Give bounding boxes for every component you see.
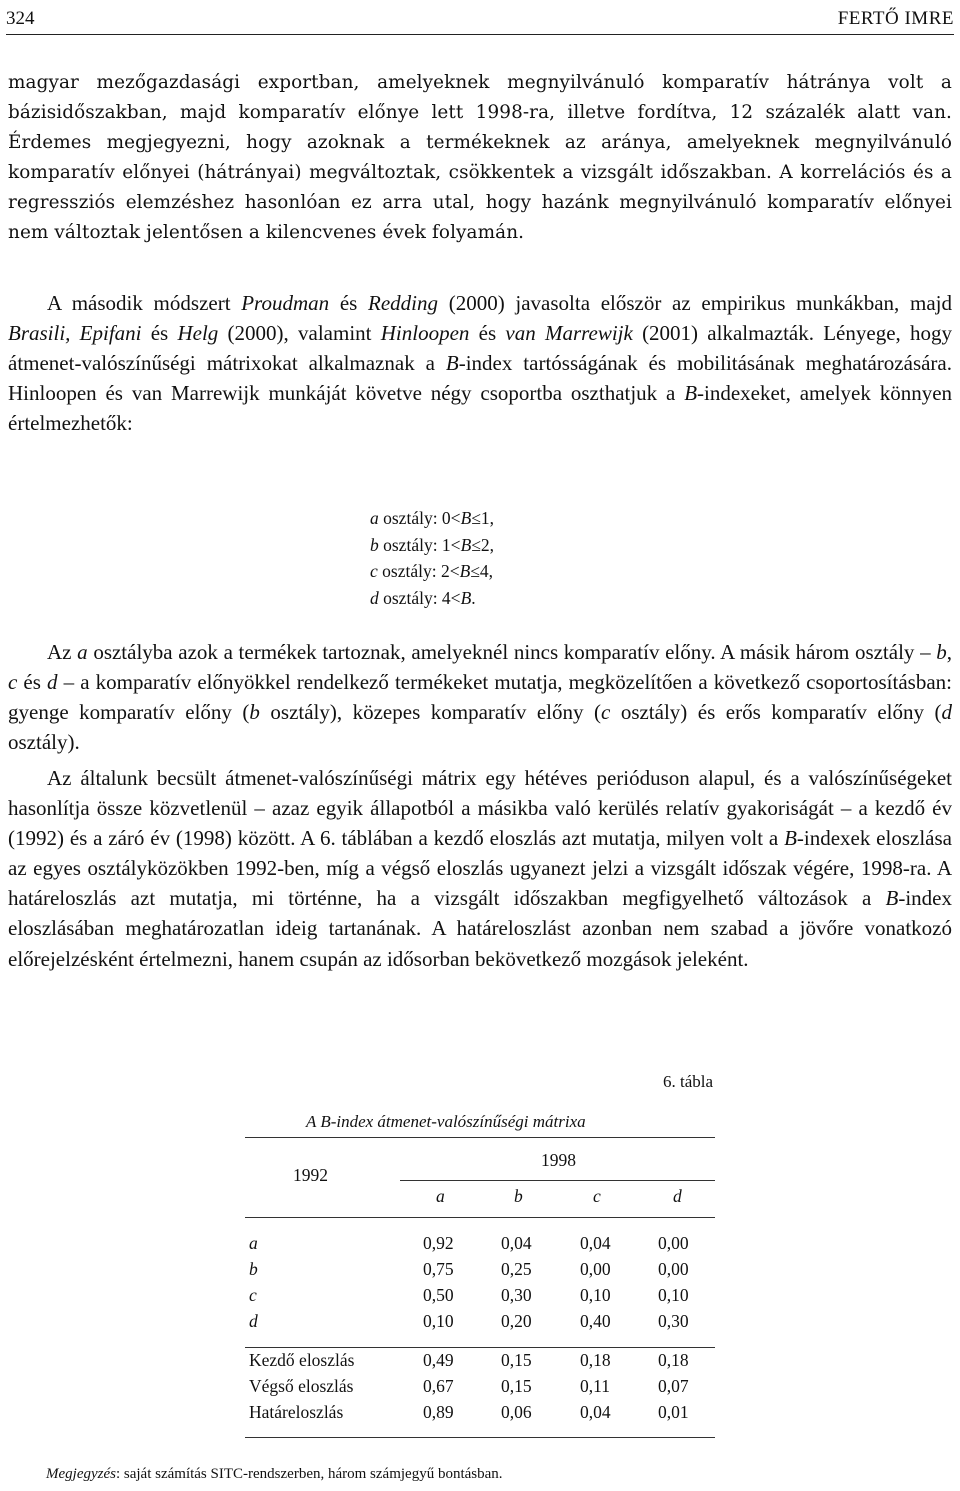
paragraph-1 (8, 68, 952, 249)
table-cell: 0,25 (501, 1259, 532, 1279)
table-cell: 0,89 (423, 1402, 454, 1422)
class-line: a osztály: 0<B≤1, (370, 508, 494, 528)
paragraph-2-text: A második módszert Proudman és Redding (2000) javasolta először az empirikus munkákban, majd Brasili, Epifani és Helg (2000), valamint Hinloopen és van Marrewijk (2001) alkalmazták. Lényege, hogy átmenet-valószínűségi mátrixokat alkalmaznak a B-index tartósságának és mobilitásának meghatározására. Hinloopen és van Marrewijk munkáját követve négy csoportba oszthatjuk a B-indexeket, amelyek könnyen értelmezhetők: (8, 291, 953, 436)
column-header: b (514, 1186, 523, 1206)
row-header-year: 1992 (293, 1165, 328, 1185)
column-header: a (436, 1186, 445, 1206)
note-text: : saját számítás SITC-rendszerben, három számjegyű bontásban. (115, 1466, 503, 1482)
class-line: b osztály: 1<B≤2, (370, 534, 494, 555)
page-number: 324 (6, 8, 35, 29)
table-note (46, 1466, 503, 1483)
table-cell: 0,67 (423, 1376, 454, 1396)
column-group-year: 1998 (541, 1150, 576, 1170)
table-cell: 0,50 (423, 1285, 454, 1305)
table-cell: 0,40 (580, 1311, 611, 1331)
paragraph-2 (8, 288, 952, 438)
row-label: d (249, 1311, 258, 1331)
paragraph-3 (8, 637, 952, 757)
class-line: d osztály: 4<B. (370, 587, 476, 608)
table-cell: 0,30 (501, 1285, 532, 1305)
table-rule-bottom (245, 1437, 715, 1438)
table-cell: 0,00 (580, 1259, 611, 1279)
table-cell: 0,15 (501, 1376, 532, 1396)
table-cell: 0,18 (580, 1350, 611, 1370)
table-cell: 0,75 (423, 1259, 454, 1279)
table-cell: 0,18 (658, 1350, 689, 1370)
table-cell: 0,04 (501, 1233, 532, 1253)
paragraph-4-text: Az általunk becsült átmenet-valószínűségi mátrix egy hétéves perióduson alapul, és a valószínűségeket hasonlítja össze közvetlenül – azaz egyik állapotból a másikba való kerülés relatív gyakoriságát – a kezdő év (1992) és a záró év (1998) között. A 6. táblában a kezdő eloszlás azt mutatja, milyen volt a B-indexek eloszlása az egyes osztályközökben 1992-ben, míg a végső eloszlás ugyanezt jelzi a vizsgált időszak végére, 1998-ra. A határeloszlás azt mutatja, mi történne, ha a vizsgált időszakban megfigyelhető változások a B-index eloszlásában meghatározatlan ideig tartanának. A határeloszlást azonban nem szabad a jövőre vonatkozó előrejelzésként értelmezni, hanem csupán az idősorban bekövetkező mozgások jeleként. (8, 766, 952, 971)
dist-row-label: Kezdő eloszlás (249, 1350, 355, 1370)
table-cell: 0,10 (658, 1285, 689, 1305)
table-cell: 0,20 (501, 1311, 532, 1331)
table-cell: 0,10 (423, 1311, 454, 1331)
page-header (6, 4, 954, 35)
table-cell: 0,11 (580, 1376, 610, 1396)
table-cell: 0,06 (501, 1402, 532, 1422)
table-cell: 0,04 (580, 1402, 611, 1422)
row-label: c (249, 1285, 257, 1305)
table-cell: 0,04 (580, 1233, 611, 1253)
table-cell: 0,92 (423, 1233, 454, 1253)
row-label: b (249, 1259, 258, 1279)
table-rule-top (245, 1137, 715, 1138)
column-header: d (673, 1186, 682, 1206)
table-cell: 0,01 (658, 1402, 689, 1422)
row-label: a (249, 1233, 258, 1253)
table-rule-group (400, 1180, 715, 1181)
table-cell: 0,00 (658, 1259, 689, 1279)
class-definitions (370, 505, 494, 611)
table-cell: 0,07 (658, 1376, 689, 1396)
table-cell: 0,15 (501, 1350, 532, 1370)
paragraph-4 (8, 763, 952, 974)
running-title: FERTŐ IMRE (837, 8, 954, 29)
table-number: 6. tábla (663, 1072, 714, 1091)
table-rule-mid (245, 1347, 715, 1348)
column-header: c (593, 1186, 601, 1206)
dist-row-label: Határeloszlás (249, 1402, 344, 1422)
table-cell: 0,00 (658, 1233, 689, 1253)
dist-row-label: Végső eloszlás (249, 1376, 354, 1396)
table-cell: 0,30 (658, 1311, 689, 1331)
class-line: c osztály: 2<B≤4, (370, 561, 494, 582)
table-cell: 0,49 (423, 1350, 454, 1370)
paragraph-1-text: magyar mezőgazdasági exportban, amelyeknek megnyilvánuló komparatív hátránya volt a bázisidőszakban, majd komparatív előnye lett 1998-ra, illetve fordítva, 12 százalék alatt van. Érdemes megjegyezni, hogy azoknak a termékeknek az aránya, amelyeknek megnyilvánuló komparatív előnyei (hátrányai) megváltoztak, csökkentek a vizsgált időszakban. A korrelációs és a regressziós elemzéshez hasonlóan ez arra utal, hogy hazánk megnyilvánuló komparatív előnyei nem változtak jelentősen a kilencvenes évek folyamán. (8, 72, 952, 244)
paragraph-3-text: Az a osztályba azok a termékek tartoznak, amelyeknél nincs komparatív előny. A másik három osztály – b, c és d – a komparatív előnyökkel rendelkező termékeket mutatja, megközelítően a következő csoportosításban: gyenge komparatív előny (b osztály), közepes komparatív előny (c osztály) és erős komparatív előny (d osztály). (8, 640, 952, 755)
table-cell: 0,10 (580, 1285, 611, 1305)
table-title: A B-index átmenet-valószínűségi mátrixa (306, 1112, 586, 1131)
note-label: Megjegyzés (46, 1466, 116, 1482)
table-rule-header (245, 1217, 715, 1218)
